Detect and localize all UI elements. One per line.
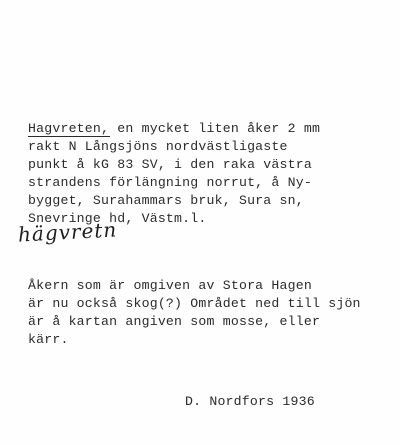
headword-underline — [28, 136, 110, 137]
note-line-3: är å kartan angiven som mosse, eller — [28, 314, 321, 329]
entry-line-6: Snevringe hd, Västm.l. — [28, 211, 207, 226]
note-line-1: Åkern som är omgiven av Stora Hagen — [28, 278, 312, 293]
entry-line-5: bygget, Surahammars bruk, Sura sn, — [28, 193, 304, 208]
entry-line-2: rakt N Långsjöns nordvästligaste — [28, 139, 288, 154]
entry-line-4: strandens förlängning norrut, å Ny- — [28, 175, 312, 190]
note-line-2: är nu också skog(?) Området ned till sjön — [28, 296, 361, 311]
note-line-4: kärr. — [28, 332, 69, 347]
entry-line-1: Hagvreten, en mycket liten åker 2 mm — [28, 121, 321, 136]
handwritten-word: hägvretn — [17, 217, 118, 247]
entry-line-3: punkt å kG 83 SV, i den raka västra — [28, 157, 312, 172]
signature: D. Nordfors 1936 — [185, 394, 315, 409]
